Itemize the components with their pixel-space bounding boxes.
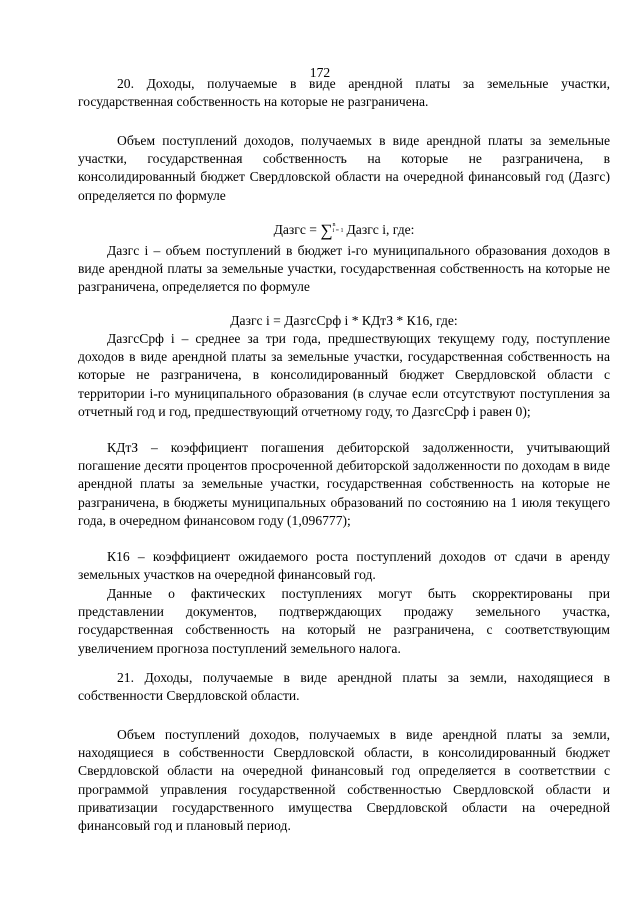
- definition-dazgs-i: Дазгс i – объем поступлений в бюджет i-го муниципального образования доходов в виде арендной платы за земельные участки, государственная собственность на которые не разграничена, определяется по формуле: [78, 243, 610, 295]
- definition-dazgssrf: ДазгсСрф i – среднее за три года, предшествующих текущему году, поступление доходов в виде арендной платы за земельные участки, государственная собственность на которые не разграничена, в консолидированный бюджет Свердловской области с территории i-го муниципального образования (в случае если отсутствуют поступления за отчетный год и год, предшествующий отчетному году, то ДазгсСрф i равен 0);: [78, 331, 610, 419]
- section-20-heading: 20. Доходы, получаемые в виде арендной платы за земельные участки, государственная собственность на которые не разграничена.: [78, 76, 610, 110]
- formula-sum-lhs: Дазгс =: [273, 222, 317, 237]
- formula-sum-term: Дазгс i,: [346, 222, 390, 237]
- sigma-symbol: ∑: [320, 221, 333, 240]
- section-21-body: Объем поступлений доходов, получаемых в виде арендной платы за земли, находящиеся в собственности Свердловской области, в консолидированный бюджет Свердловской области на очередной финансовый год определяется в соответствии с программой управления государственной собственностью Свердловской области и приватизации государственного имущества Свердловской области на очередной финансовый год и плановый период.: [78, 727, 610, 834]
- formula-sum-tail: где:: [392, 222, 415, 237]
- section-20-note: Данные о фактических поступлениях могут быть скорректированы при представлении документов, подтверждающих продажу земельного участка, государственная собственность на который не разграничена, с соответствующим увеличением прогноза поступлений земельного налога.: [78, 586, 610, 656]
- formula-sum: [78, 221, 610, 240]
- page-number: 172: [309, 65, 331, 80]
- section-20-intro: Объем поступлений доходов, получаемых в виде арендной платы за земельные участки, государственная собственность на которые не разграничена, в консолидированный бюджет Свердловской области на очередной финансовый год (Дазгс) определяется по формуле: [78, 133, 610, 203]
- sum-lower-limit: i = 1: [332, 228, 344, 234]
- formula-dazgs-i: Дазгс i = ДазгсСрф i * КДтЗ * К16, где:: [230, 313, 458, 328]
- sum-limits: [332, 222, 343, 234]
- definition-kdtz: КДтЗ – коэффициент погашения дебиторской задолженности, учитывающий погашение десяти процентов просроченной дебиторской задолженности по доходам в виде арендной платы за земельные участки, государственная собственность на которые не разграничена, в бюджеты муниципальных образований по состоянию на 1 июля текущего года, в очередном финансовом году (1,096777);: [78, 440, 610, 528]
- sum-upper-limit: n: [332, 222, 336, 228]
- definition-k16: К16 – коэффициент ожидаемого роста поступлений доходов от сдачи в аренду земельных участков на очередной финансовый год.: [78, 549, 610, 583]
- section-21-heading: 21. Доходы, получаемые в виде арендной платы за земли, находящиеся в собственности Свердловской области.: [78, 670, 610, 704]
